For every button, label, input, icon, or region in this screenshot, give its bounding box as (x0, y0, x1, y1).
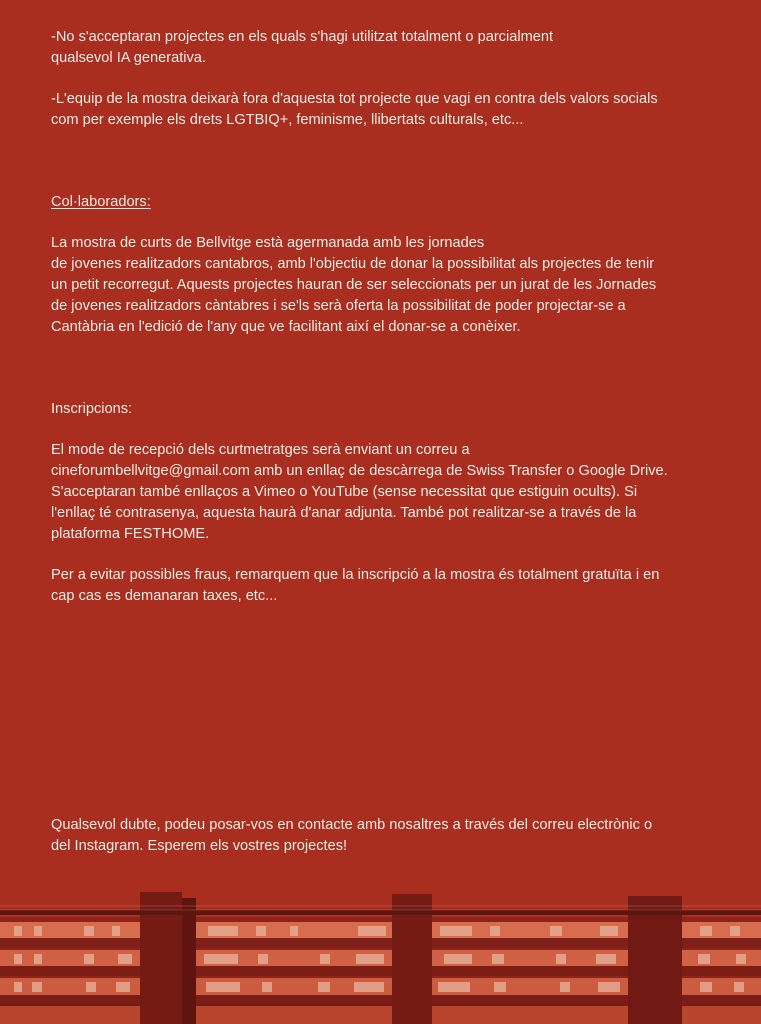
fraud-note-paragraph (51, 565, 731, 607)
registrations-heading-text: Inscripcions: (51, 401, 133, 417)
collaborators-line-5: Cantàbria en l'edició de l'any que ve facilitant així el donar-se a conèixer. (51, 319, 521, 335)
collaborators-line-4: de jovenes realitzadors càntabres i se'ls serà oferta la possibilitat de poder projectar-se a (51, 298, 626, 314)
registrations-heading (51, 399, 731, 420)
registrations-line-2: cineforumbellvitge@gmail.com amb un enllaç de descàrrega de Swiss Transfer o Google Drive. (51, 463, 668, 479)
collaborators-heading (51, 192, 731, 213)
values-rule-line-2: com per exemple els drets LGTBIQ+, feminisme, llibertats culturals, etc... (51, 112, 524, 128)
ai-rule-paragraph (51, 27, 731, 69)
collaborators-paragraph (51, 233, 731, 338)
collaborators-line-1: La mostra de curts de Bellvitge està agermanada amb les jornades (51, 235, 485, 251)
values-rule-paragraph (51, 89, 731, 131)
fraud-note-line-1: Per a evitar possibles fraus, remarquem que la inscripció a la mostra és totalment gratuïta i en (51, 567, 660, 583)
contact-line-1: Qualsevol dubte, podeu posar-vos en contacte amb nosaltres a través del correu electrònic o (51, 817, 653, 833)
values-rule-line-1: -L'equip de la mostra deixarà fora d'aquesta tot projecte que vagi en contra dels valors socials (51, 91, 658, 107)
registrations-paragraph (51, 440, 731, 545)
ai-rule-line-2: qualsevol IA generativa. (51, 50, 206, 66)
registrations-line-5: plataforma FESTHOME. (51, 526, 210, 542)
registrations-line-3: S'acceptaran també enllaços a Vimeo o YouTube (sense necessitat que estiguin ocults). Si (51, 484, 638, 500)
contact-line-2: del Instagram. Esperem els vostres projectes! (51, 838, 348, 854)
building-skyline-image (0, 884, 761, 1024)
registrations-line-1: El mode de recepció dels curtmetratges serà enviant un correu a (51, 442, 470, 458)
collaborators-line-3: un petit recorregut. Aquests projectes hauran de ser seleccionats per un jurat de les Jornades (51, 277, 657, 293)
fraud-note-line-2: cap cas es demanaran taxes, etc... (51, 588, 278, 604)
collaborators-heading-text: Col·laboradors: (51, 194, 151, 210)
collaborators-line-2: de jovenes realitzadors cantabros, amb l'objectiu de donar la possibilitat als projectes de tenir (51, 256, 655, 272)
registrations-line-4: l'enllaç té contrasenya, aquesta haurà d'anar adjunta. També pot realitzar-se a través de la (51, 505, 637, 521)
ai-rule-line-1: -No s'acceptaran projectes en els quals s'hagi utilitzat totalment o parcialment (51, 29, 554, 45)
contact-paragraph (51, 815, 731, 857)
